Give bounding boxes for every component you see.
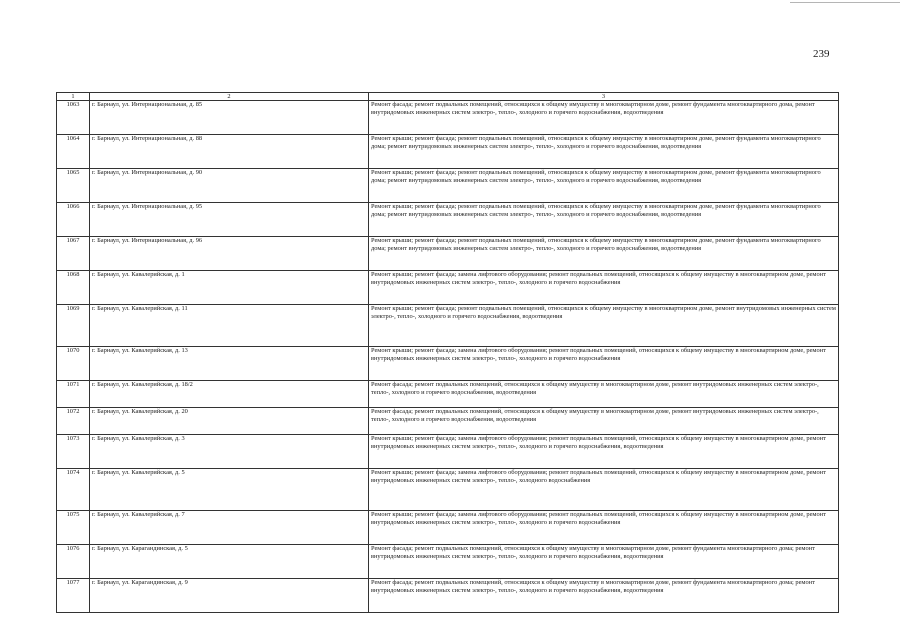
table-row [57, 203, 839, 237]
row-works: Ремонт крыши; ремонт фасада; замена лифтового оборудования; ремонт подвальных помещений, относящихся к общему имуществу в многоквартирном доме, ремонт внутридомовых инженерных систем электро-, тепло-, холодного и горячего водоснабжения [369, 511, 839, 545]
row-address: г. Барнаул, ул. Интернациональная, д. 96 [90, 237, 369, 271]
row-works: Ремонт крыши; ремонт фасада; ремонт подвальных помещений, относящихся к общему имуществу в многоквартирном доме, ремонт внутридомовых инженерных систем электро-, тепло-, холодного и горячего водоснабжения, водоотведения [369, 305, 839, 347]
row-number: 1069 [57, 305, 90, 347]
row-works: Ремонт крыши; ремонт фасада; замена лифтового оборудования; ремонт подвальных помещений, относящихся к общему имуществу в многоквартирном доме, ремонт внутридомовых инженерных систем электро-, тепло-, холодного и горячего водоснабжения, водоотведения [369, 435, 839, 469]
row-number: 1070 [57, 347, 90, 381]
row-works: Ремонт крыши; ремонт фасада; замена лифтового оборудования; ремонт подвальных помещений, относящихся к общему имуществу в многоквартирном доме, ремонт внутридомовых инженерных систем электро-, тепло-, холодного и горячего водоснабжения [369, 271, 839, 305]
row-address: г. Барнаул, ул. Кавалерийская, д. 1 [90, 271, 369, 305]
row-number: 1072 [57, 408, 90, 435]
row-address: г. Барнаул, ул. Кавалерийская, д. 20 [90, 408, 369, 435]
row-number: 1073 [57, 435, 90, 469]
top-edge-line [790, 2, 900, 3]
row-works: Ремонт крыши; ремонт фасада; ремонт подвальных помещений, относящихся к общему имуществу в многоквартирном доме, ремонт фундамента многоквартирного дома; ремонт внутридомовых инженерных систем электро-, тепло-, холодного и горячего водоснабжения, водоотведения [369, 203, 839, 237]
row-works: Ремонт фасада; ремонт подвальных помещений, относящихся к общему имуществу в многоквартирном доме, ремонт фундамента многоквартирного дома; ремонт внутридомовых инженерных систем электро-, тепло-, холодного и горячего водоснабжения, водоотведения [369, 579, 839, 613]
row-address: г. Барнаул, ул. Интернациональная, д. 85 [90, 101, 369, 135]
table-row [57, 305, 839, 347]
row-address: г. Барнаул, ул. Карагандинская, д. 9 [90, 579, 369, 613]
table-row [57, 435, 839, 469]
row-number: 1068 [57, 271, 90, 305]
table-row [57, 271, 839, 305]
table-row [57, 408, 839, 435]
row-number: 1077 [57, 579, 90, 613]
row-works: Ремонт фасада; ремонт подвальных помещений, относящихся к общему имуществу в многоквартирном доме, ремонт фундамента многоквартирного дома; ремонт внутридомовых инженерных систем электро-, тепло-, холодного и горячего водоснабжения, водоотведения [369, 545, 839, 579]
table-row [57, 101, 839, 135]
row-works: Ремонт крыши; ремонт фасада; ремонт подвальных помещений, относящихся к общему имуществу в многоквартирном доме, ремонт фундамента многоквартирного дома; ремонт внутридомовых инженерных систем электро-, тепло-, холодного и горячего водоснабжения, водоотведения [369, 135, 839, 169]
row-number: 1064 [57, 135, 90, 169]
table-row [57, 135, 839, 169]
row-works: Ремонт крыши; ремонт фасада; замена лифтового оборудования; ремонт подвальных помещений, относящихся к общему имуществу в многоквартирном доме, ремонт внутридомовых инженерных систем электро-, тепло-, холодного водоснабжения [369, 469, 839, 511]
row-number: 1063 [57, 101, 90, 135]
row-number: 1066 [57, 203, 90, 237]
row-number: 1076 [57, 545, 90, 579]
row-address: г. Барнаул, ул. Интернациональная, д. 88 [90, 135, 369, 169]
row-address: г. Барнаул, ул. Кавалерийская, д. 11 [90, 305, 369, 347]
table-row [57, 347, 839, 381]
row-number: 1071 [57, 381, 90, 408]
row-number: 1067 [57, 237, 90, 271]
table-row [57, 545, 839, 579]
row-address: г. Барнаул, ул. Карагандинская, д. 5 [90, 545, 369, 579]
row-address: г. Барнаул, ул. Кавалерийская, д. 13 [90, 347, 369, 381]
table-row [57, 237, 839, 271]
row-works: Ремонт фасада; ремонт подвальных помещений, относящихся к общему имуществу в многоквартирном доме, ремонт фундамента многоквартирного дома, ремонт внутридомовых инженерных систем электро-, тепло-, холодного и горячего водоснабжения, водоотведения [369, 101, 839, 135]
works-table [56, 92, 839, 613]
header-col-2: 2 [90, 93, 369, 101]
row-number: 1065 [57, 169, 90, 203]
table-row [57, 381, 839, 408]
row-works: Ремонт фасада; ремонт подвальных помещений, относящихся к общему имуществу в многоквартирном доме, ремонт внутридомовых инженерных систем электро-, тепло-, холодного и горячего водоснабжения, водоотведения [369, 408, 839, 435]
table-row [57, 579, 839, 613]
row-address: г. Барнаул, ул. Кавалерийская, д. 7 [90, 511, 369, 545]
row-works: Ремонт крыши; ремонт фасада; ремонт подвальных помещений, относящихся к общему имуществу в многоквартирном доме, ремонт фундамента многоквартирного дома; ремонт внутридомовых инженерных систем электро-, тепло-, холодного и горячего водоснабжения, водоотведения [369, 169, 839, 203]
row-address: г. Барнаул, ул. Кавалерийская, д. 5 [90, 469, 369, 511]
table-header-row [57, 93, 839, 101]
page-number: 239 [813, 48, 830, 60]
row-address: г. Барнаул, ул. Кавалерийская, д. 18/2 [90, 381, 369, 408]
header-col-3: 3 [369, 93, 839, 101]
row-works: Ремонт крыши; ремонт фасада; ремонт подвальных помещений, относящихся к общему имуществу в многоквартирном доме, ремонт фундамента многоквартирного дома; ремонт внутридомовых инженерных систем электро-, тепло-, холодного и горячего водоснабжения, водоотведения [369, 237, 839, 271]
row-address: г. Барнаул, ул. Интернациональная, д. 90 [90, 169, 369, 203]
row-number: 1075 [57, 511, 90, 545]
table-row [57, 469, 839, 511]
row-works: Ремонт фасада; ремонт подвальных помещений, относящихся к общему имуществу в многоквартирном доме, ремонт внутридомовых инженерных систем электро-, тепло-, холодного и горячего водоснабжения, водоотведения [369, 381, 839, 408]
row-works: Ремонт крыши; ремонт фасада; замена лифтового оборудования; ремонт подвальных помещений, относящихся к общему имуществу в многоквартирном доме, ремонт внутридомовых инженерных систем электро-, тепло-, холодного и горячего водоснабжения [369, 347, 839, 381]
row-address: г. Барнаул, ул. Интернациональная, д. 95 [90, 203, 369, 237]
header-col-1: 1 [57, 93, 90, 101]
table-row [57, 169, 839, 203]
row-number: 1074 [57, 469, 90, 511]
row-address: г. Барнаул, ул. Кавалерийская, д. 3 [90, 435, 369, 469]
table-row [57, 511, 839, 545]
